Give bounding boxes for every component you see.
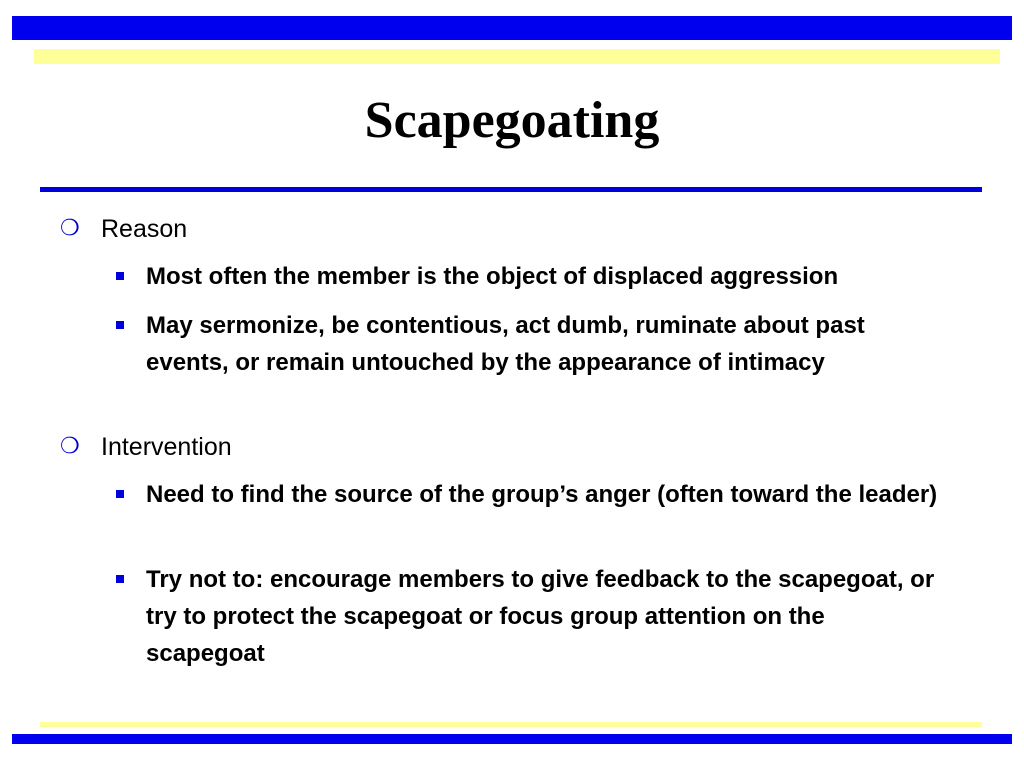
hollow-circle-bullet-icon: ❍	[60, 216, 80, 241]
bullet-item: Most often the member is the object of displaced aggression	[146, 263, 839, 290]
square-bullet-icon	[116, 272, 124, 280]
section-heading-intervention: Intervention	[101, 433, 232, 461]
bullet-item: May sermonize, be contentious, act dumb, ruminate about past events, or remain untouched by the appearance of intimacy	[146, 312, 865, 376]
bullet-item: Try not to: encourage members to give feedback to the scapegoat, or try to protect the scapegoat or focus group attention on the scapegoat	[146, 566, 935, 667]
bottom-blue-band	[12, 734, 1012, 744]
section-heading-reason: Reason	[101, 215, 188, 243]
slide-title: Scapegoating	[364, 92, 660, 149]
square-bullet-icon	[116, 490, 124, 498]
square-bullet-icon	[116, 575, 124, 583]
square-bullet-icon	[116, 321, 124, 329]
hollow-circle-bullet-icon: ❍	[60, 434, 80, 459]
bottom-yellow-band	[40, 722, 982, 727]
bullet-item: Need to find the source of the group’s anger (often toward the leader)	[146, 481, 938, 508]
